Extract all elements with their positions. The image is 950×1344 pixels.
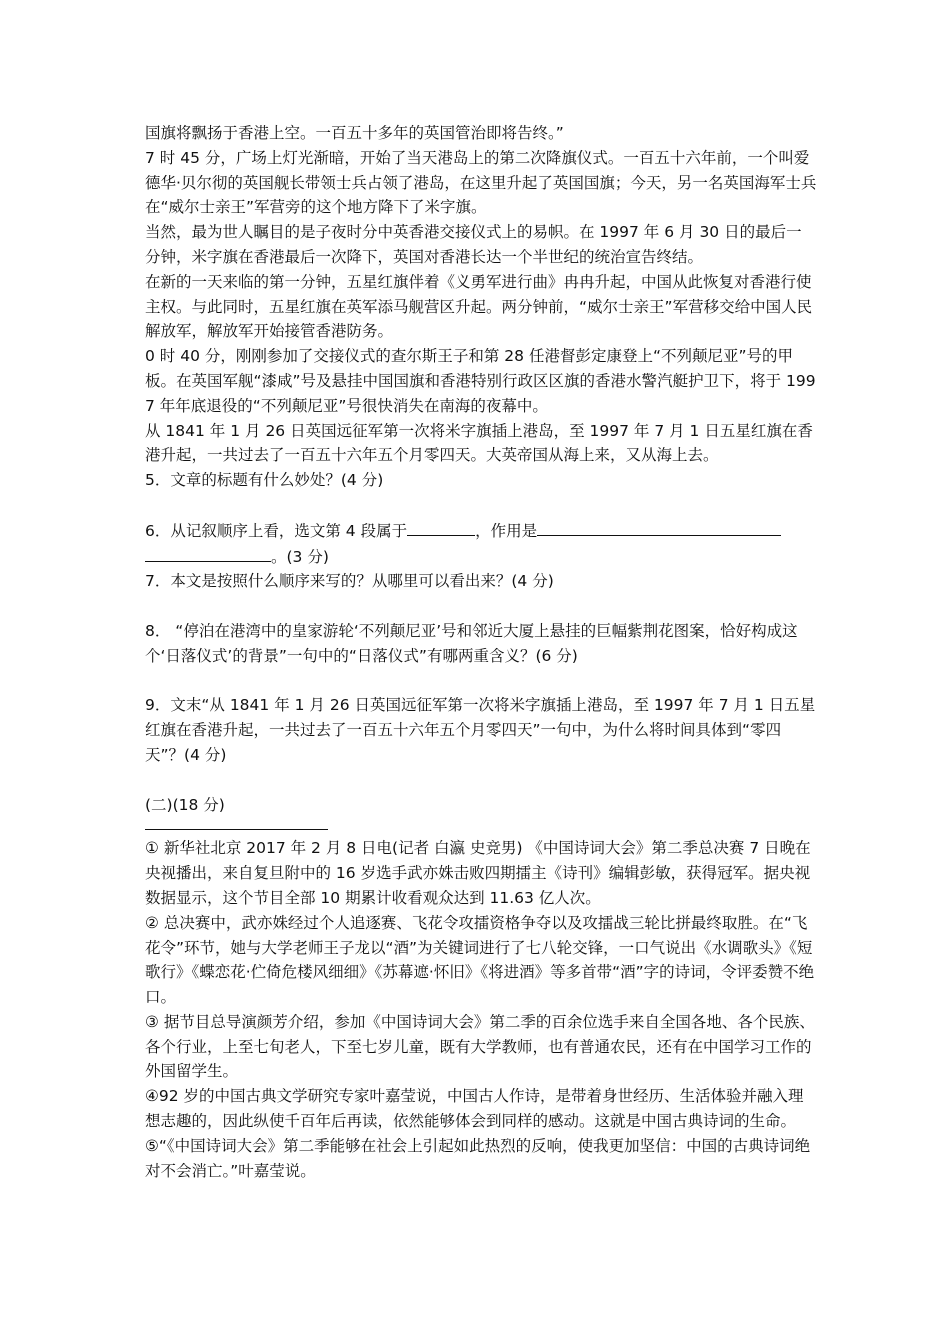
answer-space-8 xyxy=(145,669,817,694)
section-2-paragraph-3: ③ 据节目总导演颜芳介绍，参加《中国诗词大会》第二季的百余位选手来自全国各地、各个民族、各个行业，上至七旬老人，下至七岁儿童，既有大学教师，也有普通农民，还有在中国学习工作的外国留学生。 xyxy=(145,1012,815,1081)
answer-space-9 xyxy=(145,768,817,793)
passage-paragraph-2: 7 时 45 分，广场上灯光渐暗，开始了当天港岛上的第二次降旗仪式。一百五十六年前，一个叫爱德华·贝尔彻的英国舰长带领士兵占领了港岛，在这里升起了英国国旗；今天，另一名英国海军士兵在“威尔士亲王”军营旁的这个地方降下了米字旗。 xyxy=(145,148,817,217)
section-2-paragraph-5: ⑤“《中国诗词大会》第二季能够在社会上引起如此热烈的反响，使我更加坚信：中国的古典诗词绝对不会消亡。”叶嘉莹说。 xyxy=(145,1136,811,1180)
document-page xyxy=(145,121,817,1183)
question-7: 7．本文是按照什么顺序来写的？从哪里可以看出来？(4 分) xyxy=(145,572,554,591)
section-2-paragraph-2: ② 总决赛中，武亦姝经过个人追逐赛、飞花令攻擂资格争夺以及攻擂战三轮比拼最终取胜。在“飞花令”环节，她与大学老师王子龙以“酒”为关键词进行了七八轮交锋，一口气说出《水调歌头》《短歌行》《蝶恋花·伫倚危楼风细细》《苏幕遮·怀旧》《将进酒》等多首带“酒”字的诗词，令评委赞不绝口。 xyxy=(145,913,815,1007)
question-6-stem: 6．从记叙顺序上看，选文第 4 段属于 xyxy=(145,521,408,540)
section-divider-line xyxy=(145,829,328,830)
answer-blank-effect-line1[interactable] xyxy=(537,518,781,536)
passage-paragraph-4: 在新的一天来临的第一分钟，五星红旗伴着《义勇军进行曲》冉冉升起，中国从此恢复对香港行使主权。与此同时，五星红旗在英军添马舰营区升起。两分钟前，“威尔士亲王”军营移交给中国人民解放军，解放军开始接管香港防务。 xyxy=(145,272,813,341)
question-9: 9．文末“从 1841 年 1 月 26 日英国远征军第一次将米字旗插上港岛，至 1997 年 7 月 1 日五星红旗在香港升起，一共过去了一百五十六年五个月零四天”一句中，为什么将时间具体到“零四天”？(4 分) xyxy=(145,696,816,764)
question-6 xyxy=(145,518,817,570)
answer-space-5 xyxy=(145,493,817,518)
passage-paragraph-5: 0 时 40 分，刚刚参加了交接仪式的查尔斯王子和第 28 任港督彭定康登上“不列颠尼亚”号的甲板。在英国军舰“漆咸”号及悬挂中国国旗和香港特别行政区区旗的香港水警汽艇护卫下，将于 1997 年年底退役的“不列颠尼亚”号很快消失在南海的夜幕中。 xyxy=(145,347,816,415)
question-6-middle: ，作用是 xyxy=(475,521,538,540)
answer-blank-order[interactable] xyxy=(407,518,475,536)
passage-paragraph-1: 国旗将飘扬于香港上空。一百五十多年的英国管治即将告终。” xyxy=(145,124,564,142)
answer-blank-effect-line2[interactable] xyxy=(145,544,271,562)
question-6-score: 。(3 分) xyxy=(271,547,329,566)
section-2-paragraph-4: ④92 岁的中国古典文学研究专家叶嘉莹说，中国古人作诗，是带着身世经历、生活体验并融入理想志趣的，因此纵使千百年后再读，依然能够体会到同样的感动。这就是中国古典诗词的生命。 xyxy=(145,1087,804,1131)
question-5: 5．文章的标题有什么妙处？(4 分) xyxy=(145,471,384,490)
question-8: 8． “停泊在港湾中的皇家游轮‘不列颠尼亚’号和邻近大厦上悬挂的巨幅紫荆花图案，恰好构成这个‘日落仪式’的背景”一句中的“日落仪式”有哪两重含义？(6 分) xyxy=(145,621,798,665)
section-2-heading: (二)(18 分) xyxy=(145,795,225,814)
passage-paragraph-3: 当然，最为世人瞩目的是子夜时分中英香港交接仪式上的易帜。在 1997 年 6 月 30 日的最后一分钟，米字旗在香港最后一次降下，英国对香港长达一个半世纪的统治宣告终结。 xyxy=(145,223,802,266)
answer-space-7 xyxy=(145,594,817,619)
section-2-paragraph-1: ① 新华社北京 2017 年 2 月 8 日电(记者 白瀛 史竞男) 《中国诗词大会》第二季总决赛 7 日晚在央视播出，来自复旦附中的 16 岁选手武亦姝击败四期擂主《诗刊》编辑彭敏，获得冠军。据央视数据显示，这个节目全部 10 期累计收看观众达到 11.63 亿人次。 xyxy=(145,839,811,907)
passage-paragraph-6: 从 1841 年 1 月 26 日英国远征军第一次将米字旗插上港岛，至 1997 年 7 月 1 日五星红旗在香港升起，一共过去了一百五十六年五个月零四天。大英帝国从海上来，又从海上去。 xyxy=(145,421,813,465)
